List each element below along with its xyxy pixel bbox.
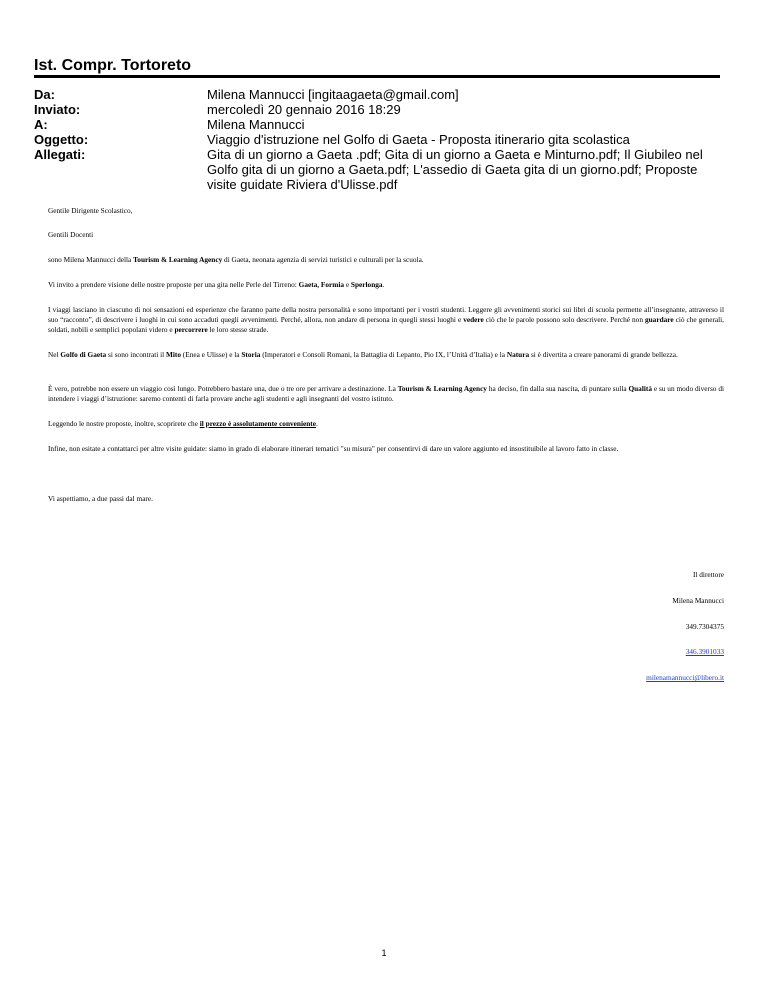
- signature-email-link[interactable]: milenamannucci@libero.it: [646, 673, 724, 682]
- sent-label: Inviato:: [34, 102, 81, 117]
- from-label: Da:: [34, 87, 55, 102]
- sent-value: mercoledì 20 gennaio 2016 18:29: [207, 102, 401, 117]
- from-value: Milena Mannucci [ingitaagaeta@gmail.com]: [207, 87, 459, 102]
- paragraph-quality: È vero, potrebbe non essere un viaggio così lungo. Potrebbero bastare una, due o tre ore per arrivare a destinazione. La Tourism & Learning Agency ha deciso, fin dalla sua nascita, di puntare sulla Qualità e su un modo diverso di intendere i viaggi d’istruzione: saremo contenti di farla provare anche agli studenti e agli insegnanti del vostro istituto.: [48, 384, 724, 403]
- header-rule: [34, 75, 720, 78]
- paragraph-closing: Vi aspettiamo, a due passi dal mare.: [48, 494, 153, 503]
- attachments-label: Allegati:: [34, 147, 86, 162]
- signature-name: Milena Mannucci: [672, 596, 724, 605]
- paragraph-contact: Infine, non esitate a contattarci per altre visite guidate: siamo in grado di elaborare itinerari tematici "su misura" per consentirvi di dare un valore aggiunto ed insostituibile al lavoro fatto in classe.: [48, 444, 619, 453]
- attachments-value: Gita di un giorno a Gaeta .pdf; Gita di un giorno a Gaeta e Minturno.pdf; Il Giubileo nel Golfo gita di un giorno a Gaeta.pdf; L'assedio di Gaeta gita di un giorno.pdf; Proposte visite guidate Riviera d'Ulisse.pdf: [207, 147, 703, 192]
- paragraph-travel: I viaggi lasciano in ciascuno di noi sensazioni ed esperienze che faranno parte della nostra personalità e sono importanti per i vostri studenti. Leggere gli avvenimenti storici sui libri di scuola permette all’insegnante, attraverso il suo “racconto”, di descrivere i luoghi in cui sono accaduti quegli avvenimenti. Perché, allora, non andare di persona in quegli stessi luoghi e vedere ciò che le parole possono solo descrivere. Perché non guardare ciò che generali, soldati, nobili e semplici popolani videro e percorrere le loro stesse strade.: [48, 305, 724, 334]
- greeting-line-1: Gentile Dirigente Scolastico,: [48, 206, 133, 215]
- organization-title: Ist. Compr. Tortoreto: [34, 57, 192, 74]
- paragraph-invite: Vi invito a prendere visione delle nostre proposte per una gita nelle Perle del Tirreno: Gaeta, Formia e Sperlonga.: [48, 280, 385, 289]
- subject-label: Oggetto:: [34, 132, 89, 147]
- paragraph-price: Leggendo le nostre proposte, inoltre, scoprirete che il prezzo è assolutamente conveniente.: [48, 419, 318, 428]
- page-number: 1: [381, 948, 387, 958]
- signature-phone-1: 349.7304375: [685, 622, 724, 631]
- signature-role: Il direttore: [693, 570, 724, 579]
- to-value: Milena Mannucci: [207, 117, 305, 132]
- to-label: A:: [34, 117, 48, 132]
- email-header: [34, 87, 724, 192]
- subject-value: Viaggio d'istruzione nel Golfo di Gaeta - Proposta itinerario gita scolastica: [207, 132, 630, 147]
- paragraph-gulf: Nel Golfo di Gaeta si sono incontrati il Mito (Enea e Ulisse) e la Storia (Imperatori e Consoli Romani, la Battaglia di Lepanto, Pio IX, l’Unità d’Italia) e la Natura si è divertita a creare panorami di grande bellezza.: [48, 350, 678, 359]
- signature-phone-2-link[interactable]: 346.3901033: [685, 647, 724, 656]
- greeting-line-2: Gentili Docenti: [48, 230, 94, 239]
- paragraph-intro: sono Milena Mannucci della Tourism & Learning Agency di Gaeta, neonata agenzia di servizi turistici e culturali per la scuola.: [48, 255, 424, 264]
